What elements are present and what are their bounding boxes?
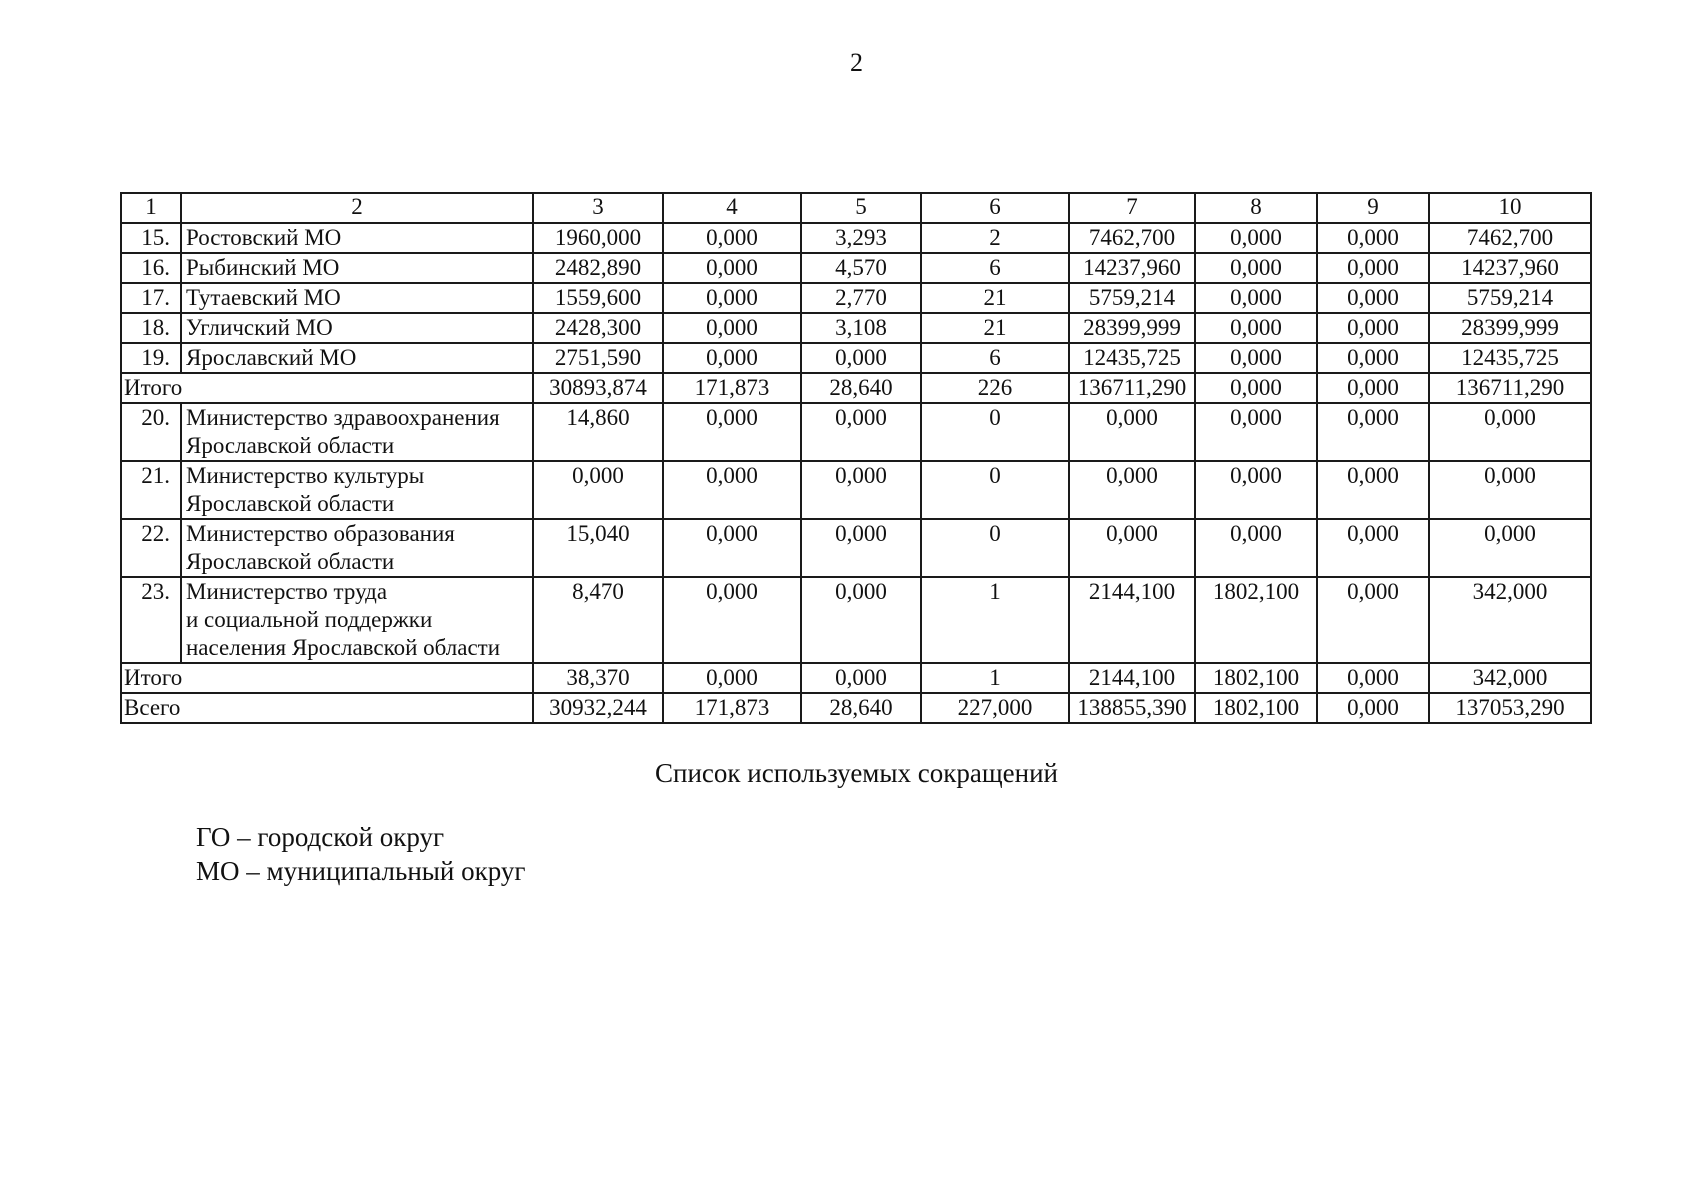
total-label: Всего bbox=[121, 693, 533, 723]
value-cell-col-7: 14237,960 bbox=[1069, 253, 1195, 283]
total-value-col-5: 28,640 bbox=[801, 693, 921, 723]
header-cell: 8 bbox=[1195, 193, 1317, 223]
value-cell-col-9: 0,000 bbox=[1317, 403, 1429, 461]
value-cell-col-7: 5759,214 bbox=[1069, 283, 1195, 313]
row-number: 21. bbox=[121, 461, 181, 519]
value-cell-col-6: 6 bbox=[921, 253, 1069, 283]
total-value-col-7: 2144,100 bbox=[1069, 663, 1195, 693]
value-cell-col-3: 1559,600 bbox=[533, 283, 663, 313]
value-cell-col-8: 1802,100 bbox=[1195, 577, 1317, 663]
value-cell-col-8: 0,000 bbox=[1195, 313, 1317, 343]
row-number: 23. bbox=[121, 577, 181, 663]
value-cell-col-5: 0,000 bbox=[801, 343, 921, 373]
entity-name-line: Министерство труда bbox=[186, 579, 388, 604]
entity-name bbox=[181, 283, 533, 313]
value-cell-col-6: 0 bbox=[921, 461, 1069, 519]
entity-name-line: Ярославской области bbox=[186, 549, 395, 574]
value-cell-col-10: 7462,700 bbox=[1429, 223, 1591, 253]
value-cell-col-6: 1 bbox=[921, 577, 1069, 663]
value-cell-col-7: 2144,100 bbox=[1069, 577, 1195, 663]
value-cell-col-3: 2482,890 bbox=[533, 253, 663, 283]
total-value-col-8: 1802,100 bbox=[1195, 663, 1317, 693]
table-header-row bbox=[121, 193, 1591, 223]
value-cell-col-4: 0,000 bbox=[663, 403, 801, 461]
header-cell: 3 bbox=[533, 193, 663, 223]
table-row-ministry bbox=[121, 461, 1591, 519]
total-value-col-6: 227,000 bbox=[921, 693, 1069, 723]
value-cell-col-6: 21 bbox=[921, 283, 1069, 313]
value-cell-col-3: 15,040 bbox=[533, 519, 663, 577]
row-number: 18. bbox=[121, 313, 181, 343]
total-value-col-3: 30932,244 bbox=[533, 693, 663, 723]
value-cell-col-8: 0,000 bbox=[1195, 253, 1317, 283]
value-cell-col-10: 0,000 bbox=[1429, 519, 1591, 577]
value-cell-col-5: 0,000 bbox=[801, 519, 921, 577]
value-cell-col-3: 8,470 bbox=[533, 577, 663, 663]
total-value-col-8: 0,000 bbox=[1195, 373, 1317, 403]
total-label: Итого bbox=[121, 663, 533, 693]
value-cell-col-5: 2,770 bbox=[801, 283, 921, 313]
row-number: 15. bbox=[121, 223, 181, 253]
total-value-col-10: 137053,290 bbox=[1429, 693, 1591, 723]
header-cell: 5 bbox=[801, 193, 921, 223]
value-cell-col-10: 14237,960 bbox=[1429, 253, 1591, 283]
total-value-col-9: 0,000 bbox=[1317, 663, 1429, 693]
entity-name-line: Министерство здравоохранения bbox=[186, 405, 500, 430]
entity-name-line: Ростовский МО bbox=[186, 225, 342, 250]
total-value-col-3: 38,370 bbox=[533, 663, 663, 693]
row-number: 20. bbox=[121, 403, 181, 461]
value-cell-col-3: 2751,590 bbox=[533, 343, 663, 373]
value-cell-col-5: 0,000 bbox=[801, 461, 921, 519]
total-value-col-5: 0,000 bbox=[801, 663, 921, 693]
value-cell-col-10: 342,000 bbox=[1429, 577, 1591, 663]
row-number: 16. bbox=[121, 253, 181, 283]
entity-name bbox=[181, 253, 533, 283]
entity-name-line: населения Ярославской области bbox=[186, 635, 501, 660]
value-cell-col-8: 0,000 bbox=[1195, 403, 1317, 461]
entity-name-line: Угличский МО bbox=[186, 315, 333, 340]
abbreviations-title: Список используемых сокращений bbox=[655, 758, 1058, 788]
value-cell-col-3: 14,860 bbox=[533, 403, 663, 461]
abbreviations-list bbox=[196, 820, 525, 888]
value-cell-col-8: 0,000 bbox=[1195, 343, 1317, 373]
value-cell-col-6: 6 bbox=[921, 343, 1069, 373]
value-cell-col-4: 0,000 bbox=[663, 313, 801, 343]
total-value-col-4: 0,000 bbox=[663, 663, 801, 693]
total-value-col-5: 28,640 bbox=[801, 373, 921, 403]
row-number: 19. bbox=[121, 343, 181, 373]
table-row-ministry bbox=[121, 577, 1591, 663]
value-cell-col-10: 5759,214 bbox=[1429, 283, 1591, 313]
row-number: 17. bbox=[121, 283, 181, 313]
value-cell-col-8: 0,000 bbox=[1195, 461, 1317, 519]
value-cell-col-9: 0,000 bbox=[1317, 253, 1429, 283]
value-cell-col-9: 0,000 bbox=[1317, 461, 1429, 519]
entity-name bbox=[181, 461, 533, 519]
value-cell-col-6: 0 bbox=[921, 519, 1069, 577]
total-value-col-9: 0,000 bbox=[1317, 693, 1429, 723]
value-cell-col-9: 0,000 bbox=[1317, 519, 1429, 577]
entity-name-line: и социальной поддержки bbox=[186, 607, 433, 632]
value-cell-col-5: 3,108 bbox=[801, 313, 921, 343]
header-cell: 9 bbox=[1317, 193, 1429, 223]
value-cell-col-9: 0,000 bbox=[1317, 577, 1429, 663]
value-cell-col-9: 0,000 bbox=[1317, 313, 1429, 343]
table-row-municipality bbox=[121, 343, 1591, 373]
header-cell: 4 bbox=[663, 193, 801, 223]
total-value-col-10: 342,000 bbox=[1429, 663, 1591, 693]
header-cell: 10 bbox=[1429, 193, 1591, 223]
value-cell-col-5: 0,000 bbox=[801, 403, 921, 461]
value-cell-col-5: 4,570 bbox=[801, 253, 921, 283]
value-cell-col-4: 0,000 bbox=[663, 253, 801, 283]
value-cell-col-9: 0,000 bbox=[1317, 223, 1429, 253]
value-cell-col-8: 0,000 bbox=[1195, 223, 1317, 253]
entity-name bbox=[181, 519, 533, 577]
value-cell-col-5: 0,000 bbox=[801, 577, 921, 663]
value-cell-col-6: 0 bbox=[921, 403, 1069, 461]
value-cell-col-4: 0,000 bbox=[663, 343, 801, 373]
entity-name-line: Ярославской области bbox=[186, 491, 395, 516]
value-cell-col-7: 0,000 bbox=[1069, 519, 1195, 577]
total-value-col-10: 136711,290 bbox=[1429, 373, 1591, 403]
value-cell-col-7: 0,000 bbox=[1069, 403, 1195, 461]
entity-name bbox=[181, 577, 533, 663]
value-cell-col-8: 0,000 bbox=[1195, 519, 1317, 577]
abbreviation-item: МО – муниципальный округ bbox=[196, 856, 526, 886]
total-value-col-7: 138855,390 bbox=[1069, 693, 1195, 723]
abbreviation-item: ГО – городской округ bbox=[196, 822, 445, 852]
subtotal-row-municipalities bbox=[121, 373, 1591, 403]
page-number: 2 bbox=[850, 48, 863, 77]
value-cell-col-4: 0,000 bbox=[663, 283, 801, 313]
value-cell-col-8: 0,000 bbox=[1195, 283, 1317, 313]
total-value-col-4: 171,873 bbox=[663, 693, 801, 723]
value-cell-col-7: 0,000 bbox=[1069, 461, 1195, 519]
total-value-col-6: 1 bbox=[921, 663, 1069, 693]
entity-name-line: Ярославской области bbox=[186, 433, 395, 458]
value-cell-col-7: 12435,725 bbox=[1069, 343, 1195, 373]
value-cell-col-7: 7462,700 bbox=[1069, 223, 1195, 253]
value-cell-col-10: 0,000 bbox=[1429, 461, 1591, 519]
value-cell-col-9: 0,000 bbox=[1317, 343, 1429, 373]
total-value-col-6: 226 bbox=[921, 373, 1069, 403]
entity-name-line: Рыбинский МО bbox=[186, 255, 340, 280]
entity-name bbox=[181, 223, 533, 253]
value-cell-col-6: 21 bbox=[921, 313, 1069, 343]
header-cell: 7 bbox=[1069, 193, 1195, 223]
entity-name-line: Министерство культуры bbox=[186, 463, 425, 488]
value-cell-col-9: 0,000 bbox=[1317, 283, 1429, 313]
entity-name-line: Министерство образования bbox=[186, 521, 455, 546]
table-row-municipality bbox=[121, 253, 1591, 283]
entity-name bbox=[181, 343, 533, 373]
table-row-ministry bbox=[121, 519, 1591, 577]
value-cell-col-6: 2 bbox=[921, 223, 1069, 253]
table-row-ministry bbox=[121, 403, 1591, 461]
value-cell-col-3: 1960,000 bbox=[533, 223, 663, 253]
header-cell: 1 bbox=[121, 193, 181, 223]
total-label: Итого bbox=[121, 373, 533, 403]
grand-total-row bbox=[121, 693, 1591, 723]
entity-name bbox=[181, 313, 533, 343]
total-value-col-4: 171,873 bbox=[663, 373, 801, 403]
table-row-municipality bbox=[121, 283, 1591, 313]
entity-name-line: Ярославский МО bbox=[186, 345, 357, 370]
header-cell: 6 bbox=[921, 193, 1069, 223]
table-row-municipality bbox=[121, 223, 1591, 253]
value-cell-col-3: 2428,300 bbox=[533, 313, 663, 343]
table-body bbox=[121, 193, 1591, 723]
value-cell-col-4: 0,000 bbox=[663, 461, 801, 519]
table-row-municipality bbox=[121, 313, 1591, 343]
entity-name-line: Тутаевский МО bbox=[186, 285, 341, 310]
header-cell: 2 bbox=[181, 193, 533, 223]
total-value-col-9: 0,000 bbox=[1317, 373, 1429, 403]
value-cell-col-10: 12435,725 bbox=[1429, 343, 1591, 373]
row-number: 22. bbox=[121, 519, 181, 577]
value-cell-col-10: 0,000 bbox=[1429, 403, 1591, 461]
value-cell-col-4: 0,000 bbox=[663, 519, 801, 577]
total-value-col-7: 136711,290 bbox=[1069, 373, 1195, 403]
entity-name bbox=[181, 403, 533, 461]
value-cell-col-3: 0,000 bbox=[533, 461, 663, 519]
budget-table bbox=[120, 192, 1592, 724]
value-cell-col-5: 3,293 bbox=[801, 223, 921, 253]
subtotal-row-ministries bbox=[121, 663, 1591, 693]
value-cell-col-7: 28399,999 bbox=[1069, 313, 1195, 343]
total-value-col-8: 1802,100 bbox=[1195, 693, 1317, 723]
value-cell-col-4: 0,000 bbox=[663, 577, 801, 663]
value-cell-col-4: 0,000 bbox=[663, 223, 801, 253]
total-value-col-3: 30893,874 bbox=[533, 373, 663, 403]
value-cell-col-10: 28399,999 bbox=[1429, 313, 1591, 343]
